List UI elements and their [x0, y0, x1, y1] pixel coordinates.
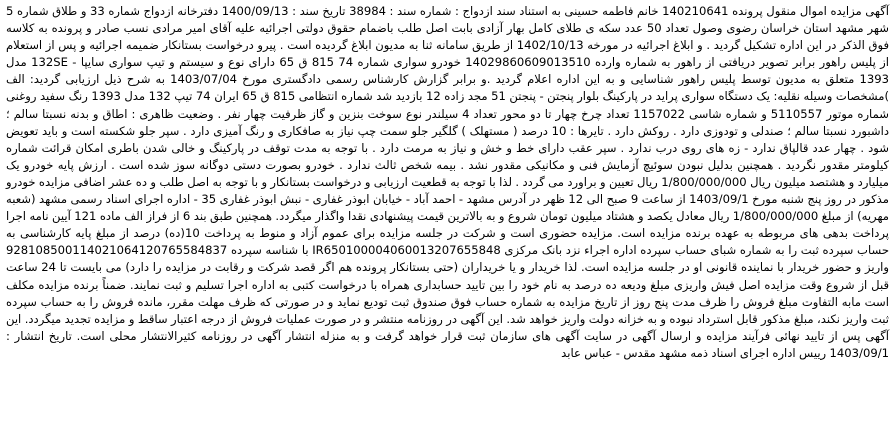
auction-notice-text: آگهی مزایده اموال منقول پرونده 140210641 خانم فاطمه حسینی به استناد سند ازدواج : شماره سند : 38984 تاریخ سند : 1400/09/13 دفترخانه ازدواج شماره 33 و طلاق شماره 5 شهر مشهد استان خراسان رضوی وصول تعداد 50 عدد سکه ی طلای کامل بهار آزادی بابت اصل طلب باضمام حقوق دولتی اجرائیه علیه آقای امیر مرادی نسب صادر و پرونده به کلاسه فوق الذکر در این اداره تشکیل گردید . و ابلاغ اجرائیه در مورخه 1402/10/13 از طریق سامانه ثنا به مدیون ابلاغ گردیده است . پیرو درخواست بستانکار ضمیمه اجرائیه و پس از استعلام از پلیس راهور برابر تصویر دریافتی از راهور به شماره وارده 14029860609013510 خودرو سواری شماره 74 815 ق 65 دارای نوع و سیستم و تیپ سواری سایپا - 132SE مدل 1393 متعلق به مدیون توسط پلیس راهور شناسایی و به این اداره اعلام گردید .و برابر گزارش کارشناس رسمی دادگستری مورخ 1403/07/04 به شرح ذیل ارزیابی گردید: الف )مشخصات وسیله نقلیه: یک دستگاه سواری پراید در پارکینگ بلوار پنجتن - پنجتن 51 مجد زاده 12 بازدید شد شماره انتظامی 815 ق 65 ایران 74 تیپ 132 مدل 1393 رنگ سفید روغنی شماره موتور 5110557 و شماره شاسی 1157022 تعداد چرخ چهار تا دو محور تعداد 4 سیلندر نوع سوخت بنزین و گاز ظرفیت چهار نفر . وضعیت ظاهری : اطاق و بدنه نسبتا سالم ؛ داشبورد نسبتا سالم ؛ صندلی و تودوزی دارد . روکش دارد . تایرها : 10 درصد ( مستهلک ) گلگیر جلو سمت چپ نیاز به صافکاری و رنگ آمیزی دارد . سپر جلو شکسته است و باید تعویض شود . چهار عدد قالپاق ندارد - زه های روی درب ندارد . سپر عقب دارای خط و خش و نیاز به مرمت دارد . با توجه به مدت توقف در پارکینگ و خالی شدن باطری امکان قرائت شماره کیلومتر مقدور نگردید . همچنین بدلیل نبودن سوئیچ آزمایش فنی و مکانیکی مقدور نشد . بیمه شخص ثالث ندارد . خودرو بصورت دستی دوگانه سوز شده است . ارزش پایه خودرو یک میلیارد و هشتصد میلیون ریال 1/800/000/000 ریال تعیین و براورد می گردد . لذا با توجه به قطعیت ارزیابی و درخواست بستانکار و با توجه به اصل طلب و ده عشر اضافی مزایده خودرو مذکور در روز پنج شنبه مورخ 1403/09/1 از ساعت 9 صبح الی 12 ظهر در آدرس مشهد - احمد آباد - خیابان ابوذر غفاری - نبش ابوذر غفاری 35 - اداره اجرای اسناد رسمی مشهد (شعبه مهریه) از مبلغ 1/800/000/000 ریال معادل یکصد و هشتاد میلیون تومان شروع و به بالاترین قیمت پیشنهادی نقدا واگذار میگردد. همچنین طبق بند 6 از فراز الف ماده 121 آیین نامه اجرا پرداخت بدهی های مربوطه به عهده برنده مزایده است. مزایده حضوری است و شرکت در جلسه مزایده برای عموم آزاد و منوط به پرداخت 10(ده) درصد از مبلغ پایه کارشناسی به حساب سپرده ثبت را به شماره شبای حساب سپرده اداره اجراء نزد بانک مرکزی IR650100004060013207655848 با شناسه سپرده 928108500114021064120765584837 واریز و حضور خریدار با نماینده قانونی او در جلسه مزایده است. لذا خریدار و یا خریداران (حتی بستانکار پرونده هم اگر قصد شرکت و رقابت در مزایده را دارد) می بایست تا 24 ساعت قبل از شروع وقت مزایده اصل فیش واریزی مبلغ ودیعه ده درصد به نام خود را بین تایید حسابداری همراه با درخواست کتبی به اداره اجرا تسلیم و ثبت نمایند. ضمناً برنده مزایده مکلف است مابه التفاوت مبلغ فروش را ظرف مدت پنج روز از تاریخ مزایده به شماره حساب فوق صندوق ثبت تودیع نماید و در صورتی که ظرف مهلت مقرر، مانده فروش را به حساب سپرده ثبت واریز نکند، مبلغ مذکور قابل استرداد نبوده و به خزانه دولت واریز خواهد شد. این آگهی در روزنامه منتشر و در صورت عملیات فروش از درجه اعتبار ساقط و مزایده تجدید میگردد. این آگهی پس از تایید نهائی فرآیند مزایده و ارسال آگهی در سایت آگهی های سازمان ثبت قرار خواهد گرفت و به منزله انتشار آگهی در روزنامه کثیرالانتشار محلی است. تاریخ انتشار : 1403/09/1 رییس اداره اجرای اسناد ذمه مشهد مقدس - عباس عابد: [6, 4, 890, 360]
